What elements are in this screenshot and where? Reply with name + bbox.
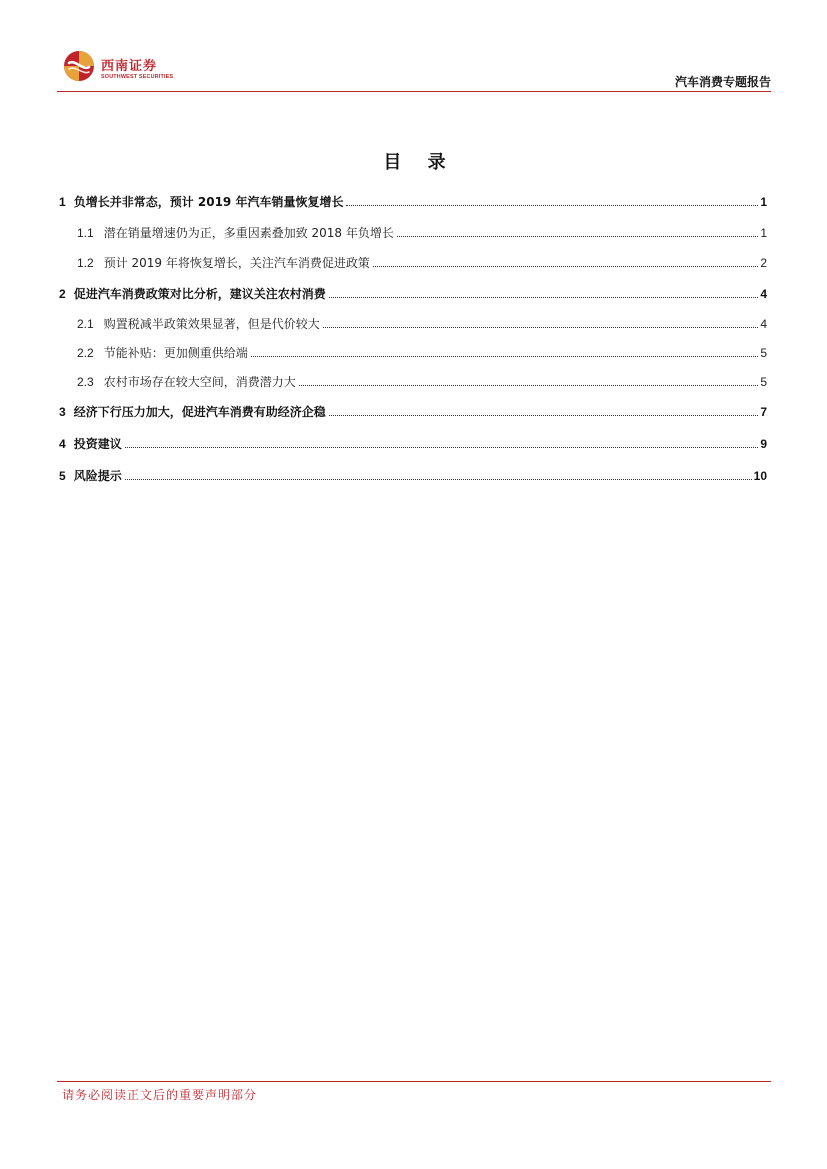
toc-entry-number: 5: [59, 469, 66, 483]
toc-entry-3[interactable]: [59, 403, 767, 421]
toc-heading: 目 录: [383, 152, 456, 173]
toc-entry-number: 1: [59, 195, 66, 209]
toc-entry-page: 5: [760, 375, 767, 389]
toc-entry-number: 1.1: [77, 226, 94, 240]
toc-entry-title: 潜在销量增速仍为正，多重因素叠加致 2018 年负增长: [103, 226, 394, 240]
toc-entry-page: 2: [760, 256, 767, 270]
toc-entry-title: 农村市场存在较大空间，消费潜力大: [103, 375, 296, 389]
toc-dot-leader: [329, 297, 759, 298]
toc-entry-number: 2.3: [77, 375, 94, 389]
toc-entry-page: 1: [760, 195, 767, 209]
toc-entry-number: 3: [59, 405, 66, 419]
disclaimer-notice: 请务必阅读正文后的重要声明部分: [62, 1088, 258, 1102]
toc-entry-title: 促进汽车消费政策对比分析，建议关注农村消费: [73, 287, 326, 301]
company-logo: [63, 50, 173, 84]
toc-dot-leader: [125, 447, 759, 448]
toc-entry-number: 2.2: [77, 346, 94, 360]
toc-dot-leader: [397, 236, 758, 237]
toc-entry-number: 2.1: [77, 317, 94, 331]
toc-entry-number: 4: [59, 437, 66, 451]
logo-chinese-name: 西南证券: [101, 59, 158, 74]
toc-entry-page: 5: [760, 346, 767, 360]
toc-entry-page: 1: [760, 226, 767, 240]
toc-entry-page: 9: [760, 437, 767, 451]
toc-dot-leader: [299, 385, 759, 386]
toc-dot-leader: [323, 327, 759, 328]
toc-entry-title: 投资建议: [73, 437, 122, 451]
toc-entry-page: 4: [760, 317, 767, 331]
toc-entry-2[interactable]: [59, 285, 767, 303]
toc-dot-leader: [251, 356, 759, 357]
toc-dot-leader: [346, 205, 758, 206]
page-header: [57, 46, 771, 92]
toc-entry-title: 经济下行压力加大，促进汽车消费有助经济企稳: [73, 405, 326, 419]
toc-dot-leader: [373, 266, 758, 267]
header-divider: [57, 91, 771, 92]
toc-entry-page: 10: [753, 469, 767, 483]
logo-english-name: SOUTHWEST SECURITIES: [101, 74, 174, 80]
toc-entry-4[interactable]: [59, 435, 767, 453]
toc-entry-5[interactable]: [59, 467, 767, 485]
toc-dot-leader: [329, 415, 759, 416]
toc-entry-number: 2: [59, 287, 66, 301]
footer-divider: [57, 1081, 771, 1082]
southwest-securities-logo-icon: [63, 50, 95, 82]
toc-entry-page: 4: [760, 287, 767, 301]
toc-entry-2-3[interactable]: [59, 373, 767, 391]
toc-entry-title: 节能补贴：更加侧重供给端: [103, 346, 248, 360]
toc-entry-title: 风险提示: [73, 469, 122, 483]
toc-entry-1[interactable]: [59, 193, 767, 211]
toc-entry-2-2[interactable]: [59, 344, 767, 362]
toc-entry-title: 购置税减半政策效果显著，但是代价较大: [103, 317, 320, 331]
toc-entry-title: 负增长并非常态，预计 2019 年汽车销量恢复增长: [73, 195, 344, 209]
toc-entry-1-1[interactable]: [59, 224, 767, 242]
toc-entry-title: 预计 2019 年将恢复增长，关注汽车消费促进政策: [103, 256, 370, 270]
toc-entry-number: 1.2: [77, 256, 94, 270]
report-type-title: 汽车消费专题报告: [674, 75, 771, 89]
toc-entry-page: 7: [760, 405, 767, 419]
toc-entry-1-2[interactable]: [59, 254, 767, 272]
toc-entry-2-1[interactable]: [59, 315, 767, 333]
toc-dot-leader: [125, 479, 752, 480]
